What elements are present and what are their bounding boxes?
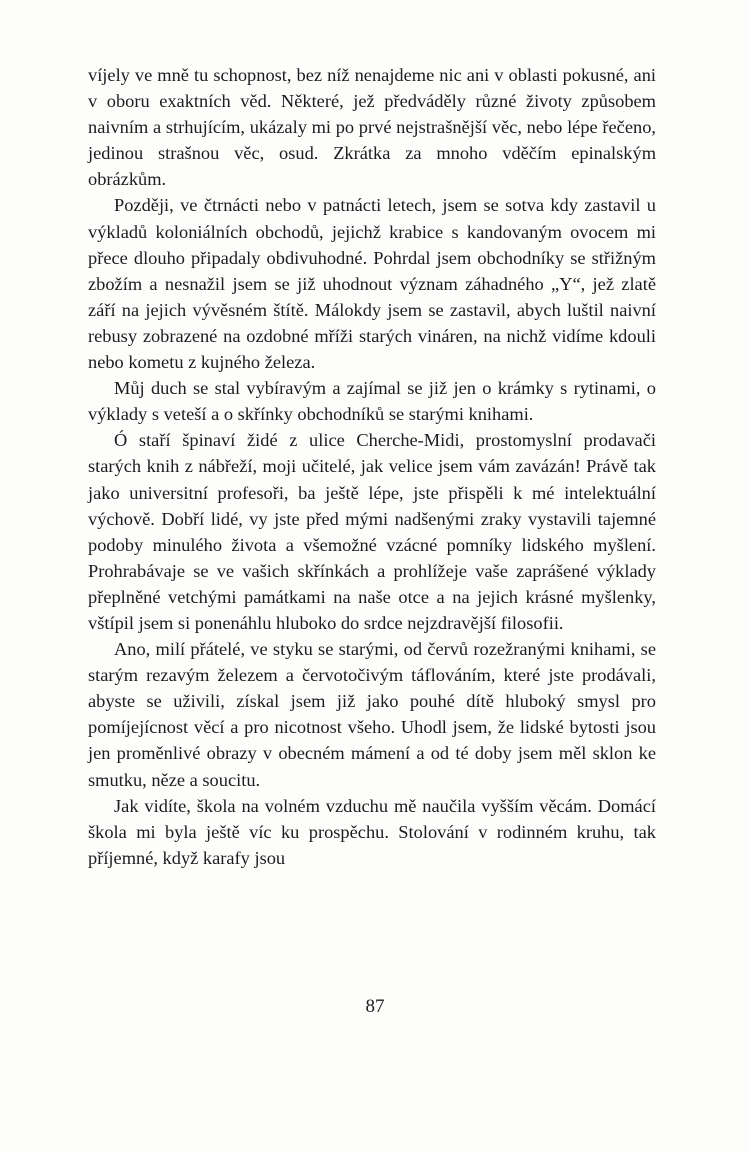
paragraph: Můj duch se stal vybíravým a zajímal se již jen o krámky s rytinami, o výklady s veteší a o skřínky obchodníků se starými knihami.	[88, 378, 656, 425]
page-number: 87	[365, 996, 385, 1017]
paragraph: Později, ve čtrnácti nebo v patnácti letech, jsem se sotva kdy zastavil u výkladů koloniálních obchodů, jejichž krabice s kandovaným ovocem mi přece dlouho připadaly obdivuhodné. Pohrdal jsem obchodníky se střižným zbožím a nesnažil jsem se již uhodnout význam záhadného „Y“, jež zlatě září na jejich vývěsném štítě. Málokdy jsem se zastavil, abych luštil naivní rebusy zobrazené na ozdobné mříži starých vináren, na nichž vidíme kdouli nebo kometu z kujného železa.	[88, 195, 656, 373]
paragraph: Ano, milí přátelé, ve styku se starými, od červů rozežranými knihami, se starým rezavým železem a červotočivým táflováním, které jste prodávali, abyste se uživili, získal jsem již jako pouhé dítě hluboký smysl pro pomíjejícnost věcí a pro nicotnost všeho. Uhodl jsem, že lidské bytosti jsou jen proměnlivé obrazy v obecném mámení a od té doby jsem měl sklon ke smutku, něze a soucitu.	[88, 639, 656, 790]
paragraph: Ó staří špinaví židé z ulice Cherche-Midi, prostomyslní prodavači starých knih z nábřeží, moji učitelé, jak velice jsem vám zavázán! Právě tak jako universitní profesoři, ba ještě lépe, jste přispěli k mé intelektuální výchově. Dobří lidé, vy jste před mými nadšenými zraky vystavili tajemné podoby minulého života a všemožné vzácné pomníky lidského myšlení. Prohrabávaje se ve vašich skřínkách a prohlížeje vaše zaprášené výklady přeplněné vetchými památkami na naše otce a na jejich krásné myšlenky, vštípil jsem si ponenáhlu hluboko do srdce nejzdravější filosofii.	[88, 430, 656, 633]
paragraph-continued: víjely ve mně tu schopnost, bez níž nenajdeme nic ani v oblasti pokusné, ani v oboru exaktních věd. Některé, jež předváděly různé životy způsobem naivním a strhujícím, ukázaly mi po prvé nejstrašnější věc, nebo lépe řečeno, jedinou strašnou věc, osud. Zkrátka za mnoho vděčím epinalským obrázkům.	[88, 65, 656, 190]
body-text	[88, 62, 656, 871]
paragraph: Jak vidíte, škola na volném vzduchu mě naučila vyšším věcám. Domácí škola mi byla ještě víc ku prospěchu. Stolování v rodinném kruhu, tak příjemné, když karafy jsou	[88, 795, 656, 868]
